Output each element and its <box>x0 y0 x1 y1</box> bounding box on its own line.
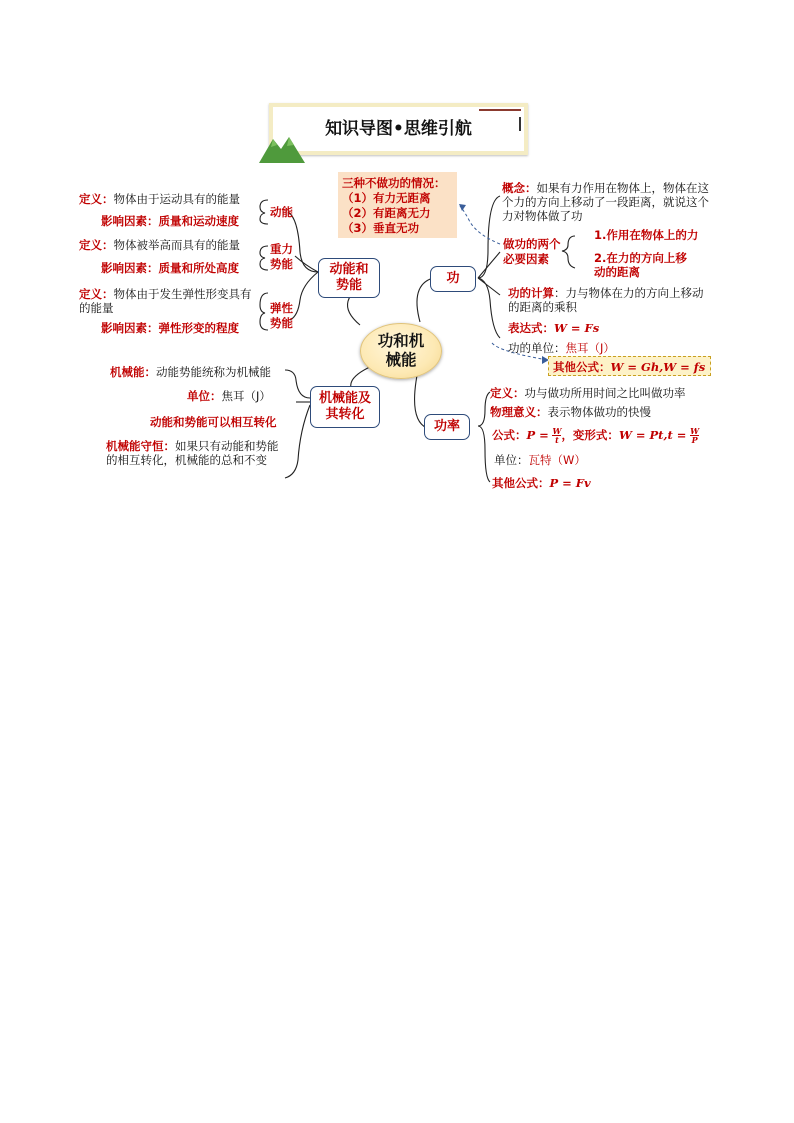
branch-kinetic-potential-label: 动能和势能 <box>329 262 369 293</box>
kinetic-factor <box>101 214 239 228</box>
branch-work-label: 功 <box>446 271 460 286</box>
power-other <box>492 476 591 490</box>
elastic-factor-key: 影响因素： <box>101 321 159 335</box>
mech-def <box>110 365 271 379</box>
gravity-def <box>79 238 240 252</box>
elastic-factor <box>101 321 239 335</box>
kinetic-factor-key: 影响因素： <box>101 214 159 228</box>
gravity-factor <box>101 261 239 275</box>
no-work-box <box>338 172 457 238</box>
kinetic-label: 动能 <box>270 205 293 219</box>
mech-conserve-key: 机械能守恒： <box>106 439 175 453</box>
gravity-def-text: 物体被举高而具有的能量 <box>113 238 240 252</box>
mech-unit-key: 单位： <box>187 389 222 403</box>
power-frac-num: W <box>552 426 562 436</box>
gravity-factor-key: 影响因素： <box>101 261 159 275</box>
work-other-key: 其他公式： <box>553 360 611 374</box>
work-unit-value: 焦耳（J） <box>565 341 615 355</box>
gravity-label: 重力势能 <box>270 242 293 271</box>
power-unit-value: 瓦特（W） <box>528 453 586 467</box>
branch-mechanical <box>310 386 380 428</box>
work-unit-text: 功的单位： <box>508 341 566 355</box>
mech-conserve <box>106 439 284 467</box>
power-other-key: 其他公式： <box>492 476 550 490</box>
branch-power-label: 功率 <box>433 419 460 434</box>
no-work-item-2: （2）有距离无力 <box>342 206 431 220</box>
center-label: 功和机械能 <box>377 332 425 369</box>
power-other-formula: P = Fv <box>549 476 591 490</box>
mech-def-text: 动能势能统称为机械能 <box>156 365 271 379</box>
header-title: 知识导图•思维引航 <box>325 119 472 139</box>
elastic-def <box>79 287 257 315</box>
kinetic-factor-text: 质量和运动速度 <box>158 214 239 228</box>
work-expr <box>508 321 599 335</box>
power-vfrac-den: P <box>691 435 698 445</box>
mech-conserve-text: 如果只有动能和势能的相互转化，机械能的总和不变 <box>106 439 279 467</box>
mech-convert: 动能和势能可以相互转化 <box>150 415 277 429</box>
branch-mechanical-label: 机械能及其转化 <box>318 391 371 422</box>
work-calc-text: ：力与物体在力的方向上移动的距离的乘积 <box>508 286 704 314</box>
work-concept-text: 如果有力作用在物体上，物体在这个力的方向上移动了一段距离，就说这个力对物体做了功 <box>502 181 709 223</box>
branch-work <box>430 266 476 292</box>
elastic-def-text: 物体由于发生弹性形变具有的能量 <box>79 287 252 315</box>
power-variant-fraction <box>690 427 699 444</box>
no-work-item-3: （3）垂直无功 <box>342 221 420 235</box>
center-node <box>360 323 442 379</box>
branch-power <box>424 414 470 440</box>
kinetic-def <box>79 192 240 206</box>
work-calc <box>508 286 708 314</box>
kinetic-def-key: 定义： <box>79 192 114 206</box>
power-meaning-key: 物理意义： <box>490 405 548 419</box>
branch-kinetic-potential <box>318 258 380 298</box>
elastic-def-key: 定义： <box>79 287 114 301</box>
power-formula-key: 公式： <box>492 428 527 442</box>
power-frac-den: t <box>552 435 561 444</box>
work-calc-key: 功的计算 <box>508 286 554 300</box>
power-vfrac-num: W <box>690 426 700 436</box>
work-concept <box>502 181 714 223</box>
work-unit <box>508 341 615 355</box>
kinetic-def-text: 物体由于运动具有的能量 <box>113 192 240 206</box>
power-unit-text: 单位： <box>494 453 529 467</box>
power-formula <box>492 426 699 444</box>
power-meaning <box>490 405 651 419</box>
work-factor-2: 2.在力的方向上移动的距离 <box>594 251 687 279</box>
power-variant-key: ，变形式： <box>561 428 619 442</box>
work-other-box <box>548 356 711 376</box>
power-def <box>490 386 686 400</box>
gravity-factor-text: 质量和所处高度 <box>158 261 239 275</box>
power-formula-lhs: P = <box>526 428 549 442</box>
work-other-formula: W = Gh,W = fs <box>610 360 706 374</box>
power-unit <box>494 453 586 467</box>
mech-def-key: 机械能： <box>110 365 156 379</box>
power-variant-formula: W = Pt,t = <box>618 428 687 442</box>
work-factors-label: 做功的两个必要因素 <box>503 237 561 266</box>
power-def-key: 定义： <box>490 386 525 400</box>
work-concept-key: 概念： <box>502 181 537 195</box>
power-meaning-text: 表示物体做功的快慢 <box>547 405 651 419</box>
gravity-def-key: 定义： <box>79 238 114 252</box>
no-work-title: 三种不做功的情况： <box>342 176 446 190</box>
mech-unit-text: 焦耳（J） <box>221 389 271 403</box>
elastic-factor-text: 弹性形变的程度 <box>158 321 239 335</box>
elastic-label: 弹性势能 <box>270 301 293 330</box>
power-def-text: 功与做功所用时间之比叫做功率 <box>524 386 686 400</box>
mech-unit <box>187 389 271 403</box>
work-expr-key: 表达式： <box>508 321 554 335</box>
work-factor-1: 1.作用在物体上的力 <box>594 228 699 242</box>
work-expr-formula: W = Fs <box>554 321 600 335</box>
no-work-item-1: （1）有力无距离 <box>342 191 431 205</box>
